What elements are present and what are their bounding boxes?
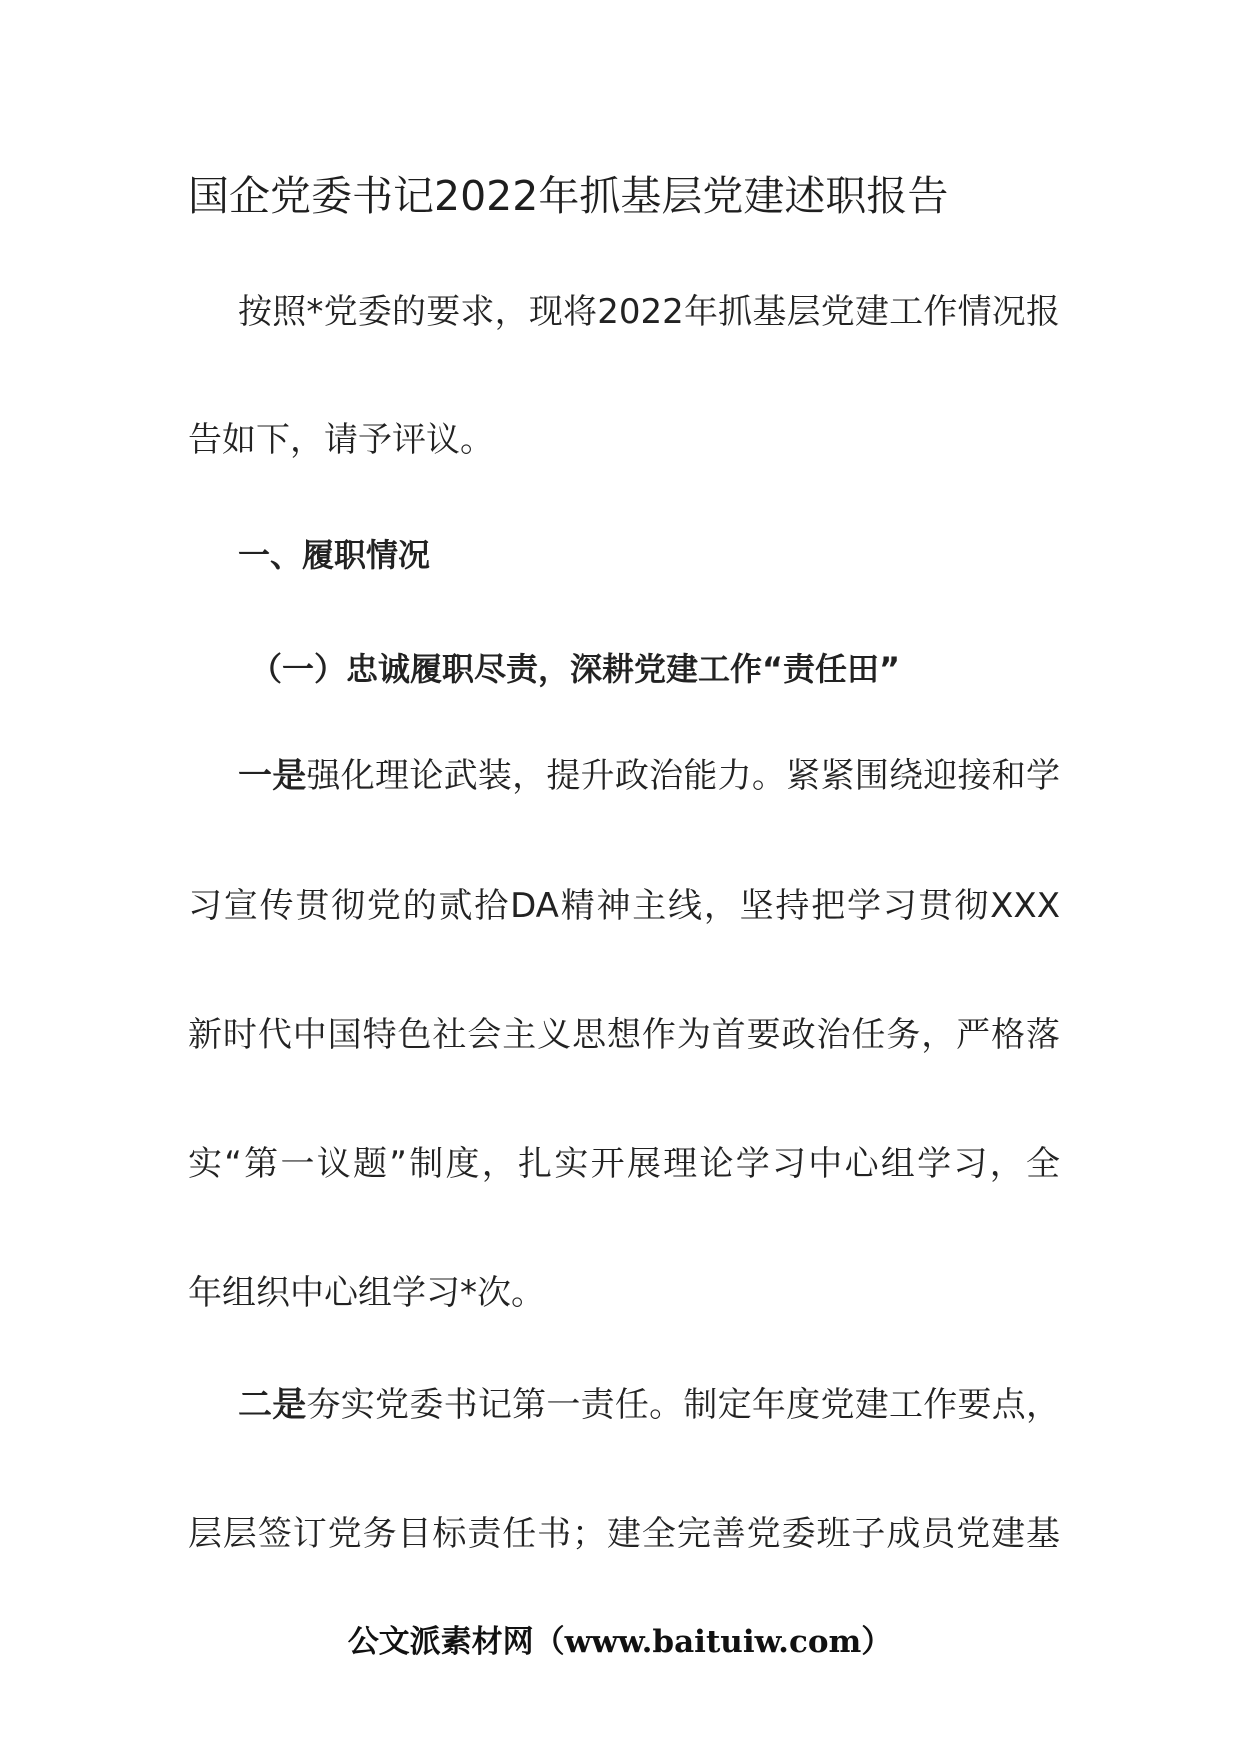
para2-line-1-text: 夯实党委书记第一责任。制定年度党建工作要点， <box>306 1385 1061 1425</box>
para2-lead: 二是 <box>238 1385 307 1425</box>
intro-line-1: 按照*党委的要求，现将2022年抓基层党建工作情况报 <box>238 292 1060 332</box>
para2-line-1 <box>238 1385 1060 1425</box>
para2-line-2: 层层签订党务目标责任书；建全完善党委班子成员党建基 <box>188 1514 1060 1554</box>
subsection-heading: （一）忠诚履职尽责，深耕党建工作“责任田” <box>250 650 901 688</box>
para1-line-1 <box>238 756 1060 796</box>
para1-line-5: 年组织中心组学习*次。 <box>188 1273 545 1313</box>
footer-watermark: 公文派素材网（www.baituiw.com） <box>347 1624 893 1660</box>
intro-line-2: 告如下，请予评议。 <box>188 420 494 460</box>
para1-line-4: 实“第一议题”制度，扎实开展理论学习中心组学习，全 <box>188 1144 1060 1184</box>
para1-line-1-text: 强化理论武装，提升政治能力。紧紧围绕迎接和学 <box>306 756 1061 796</box>
document-title: 国企党委书记2022年抓基层党建述职报告 <box>188 172 949 220</box>
section-heading: 一、履职情况 <box>238 536 431 574</box>
para1-line-3: 新时代中国特色社会主义思想作为首要政治任务，严格落 <box>188 1015 1060 1055</box>
para1-line-2: 习宣传贯彻党的贰拾DA精神主线，坚持把学习贯彻XXX <box>188 886 1060 926</box>
para1-lead: 一是 <box>238 756 307 796</box>
